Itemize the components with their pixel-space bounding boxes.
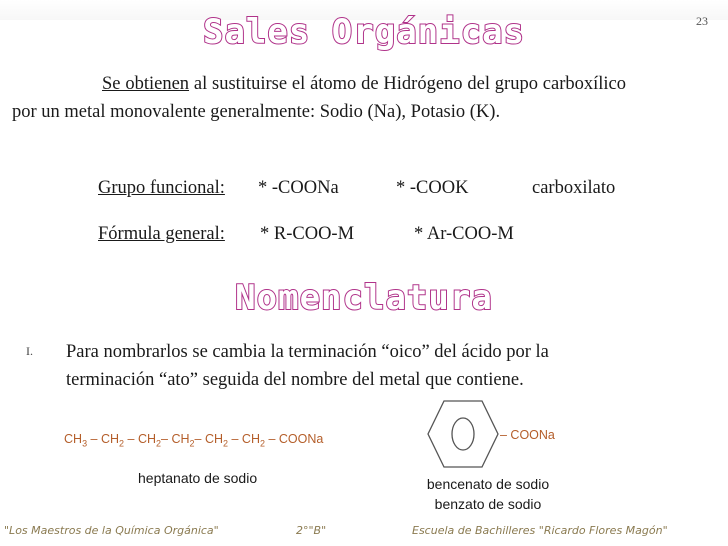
general-formula-label: Fórmula general: [98,224,225,244]
benzene-ring-icon [426,398,500,470]
intro-paragraph [12,70,626,126]
general-formula-value-2: * Ar-COO-M [414,224,514,244]
benzoate-name-2: benzato de sodio [434,496,542,512]
footer-left: "Los Maestros de la Química Orgánica" [4,524,219,537]
intro-lead: Se obtienen [102,74,190,94]
functional-group-label: Grupo funcional: [98,178,225,198]
benzoate-name-1: bencenato de sodio [426,476,550,492]
slide-title: Sales Orgánicas [202,12,526,52]
benzoate-names [418,474,558,514]
rule-number: I. [26,344,33,358]
functional-group-value-3: carboxilato [532,178,616,198]
page-number: 23 [696,14,708,28]
section-title: Nomenclatura [235,278,493,318]
intro-rest: al sustituirse el átomo de Hidrógeno del grupo carboxílico por un metal monovalente generalmente: Sodio (Na), Potasio (K). [12,74,626,122]
footer-right: Escuela de Bachilleres "Ricardo Flores Magón" [412,524,668,537]
functional-group-value-2: * -COOK [396,178,469,198]
benzoate-substituent: – COONa [500,428,555,442]
footer-center: 2°"B" [296,524,327,537]
general-formula-value-1: * R-COO-M [260,224,355,244]
heptanoate-name: heptanato de sodio [138,470,258,486]
functional-group-value-1: * -COONa [258,178,339,198]
rule-text: Para nombrarlos se cambia la terminación “oico” del ácido por la terminación “ato” seguida del nombre del metal que contiene. [66,342,549,390]
heptanoate-formula: $CH_3 - CH_2 - CH_2-$ $CH_2-$ $CH_2 - CH_2$ – COONa [64,432,324,449]
